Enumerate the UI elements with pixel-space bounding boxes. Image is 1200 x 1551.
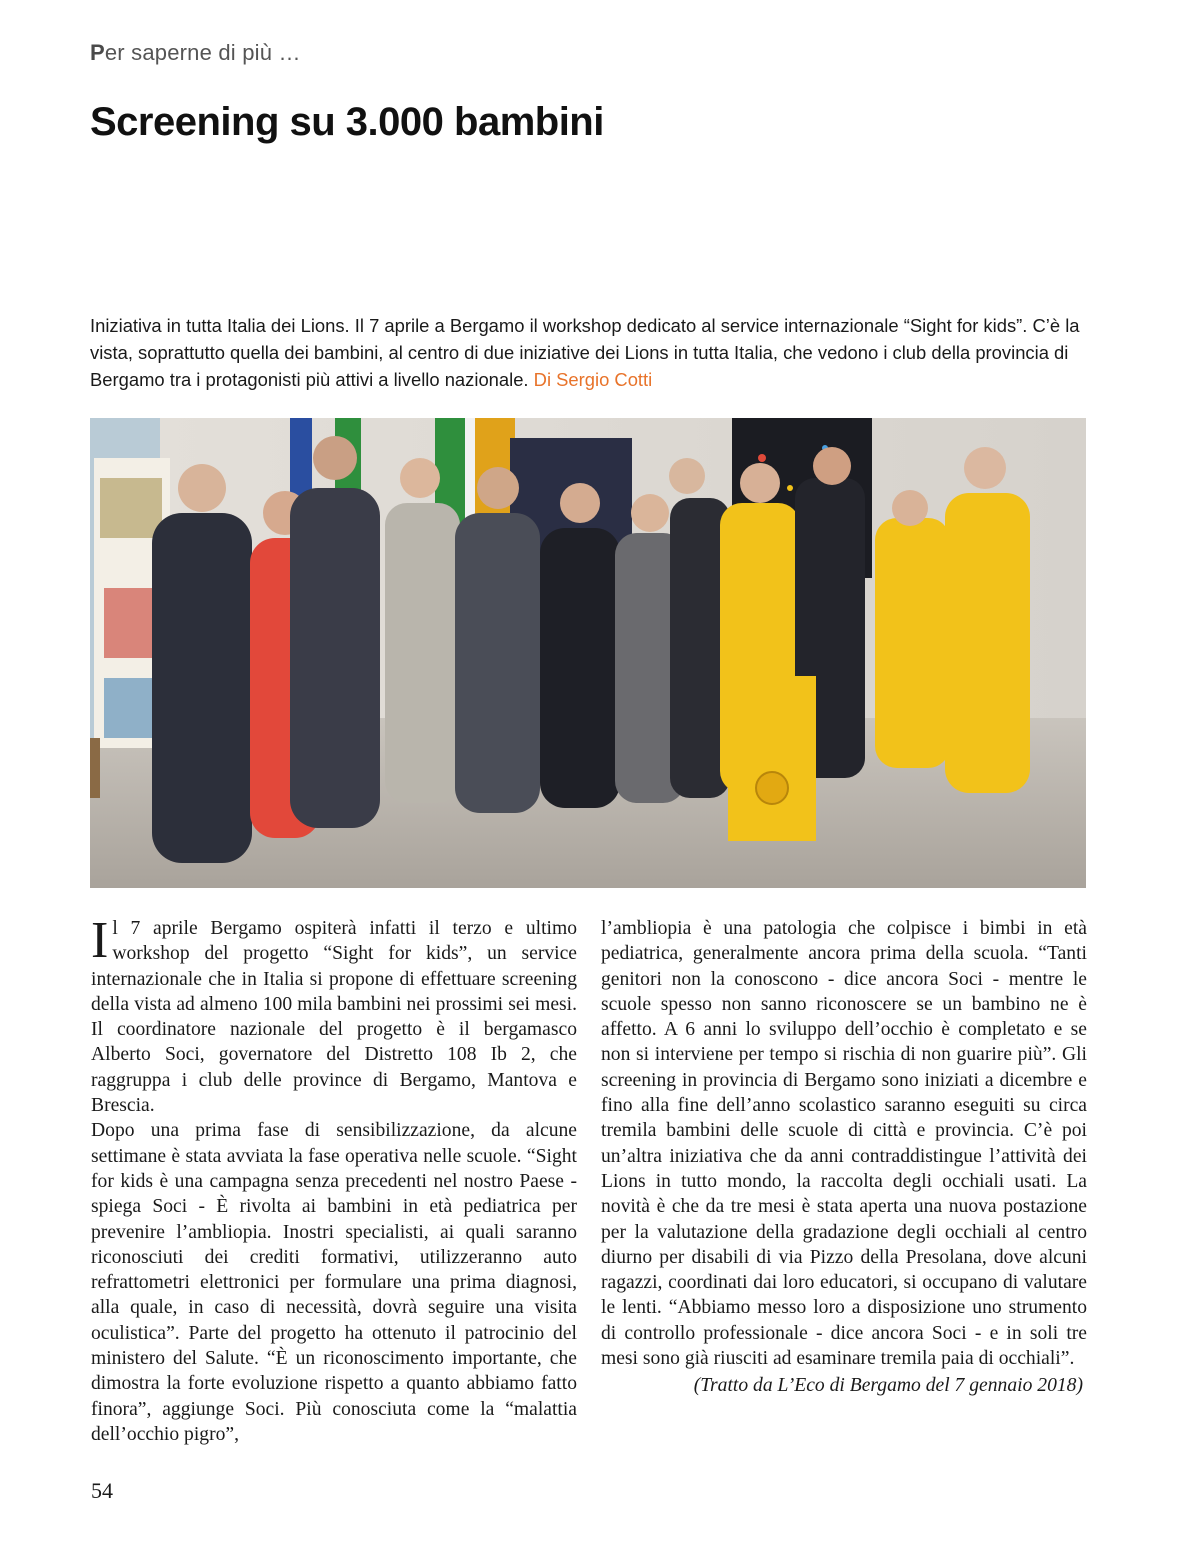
section-label — [90, 40, 301, 66]
body-paragraph-3: l’ambliopia è una patologia che colpisce i bimbi in età pediatrica, generalmente ancora prima della scuola. “Tanti genitori non la conoscono - dice ancora Soci - mentre le scuole spesso non sanno riconoscere se un bambino ne è affetto. A 6 anni lo sviluppo dell’occhio è completato e se non si interviene per tempo si rischia di non guarire più”. Gli screening in provincia di Bergamo sono iniziati a dicembre e fino alla fine dell’anno scolastico saranno eseguiti su circa tremila bambini delle scuole di città e provincia. C’è poi un’altra iniziativa che da anni contraddistingue l’attività dei Lions in tutto mondo, la raccolta degli occhiali usati. La novità è che da tre mesi è stata aperta una nuova postazione per la valutazione della gradazione degli occhiali al centro diurno per disabili di via Pizzo della Presolana, dove alcuni ragazzi, coordinati dai loro educatori, si occupano di valutare le lenti. “Abbiamo messo loro a disposizione uno strumento di controllo professionale - dice ancora Soci - e in soli tre mesi sono già riusciti ad esaminare tremila paia di occhiali”. — [601, 918, 1087, 1370]
page-number: 54 — [91, 1478, 113, 1503]
lead-text: Iniziativa in tutta Italia dei Lions. Il 7 aprile a Bergamo il workshop dedicato al service internazionale “Sight for kids”. C’è la vista, soprattutto quella dei bambini, al centro di due iniziative dei Lions in tutta Italia, che vedono i club della provincia di Bergamo tra i protagonisti più attivi a livello nazionale. — [90, 315, 1080, 390]
article-lead — [90, 312, 1090, 393]
source-credit: (Tratto da L’Eco di Bergamo del 7 gennaio 2018) — [693, 1375, 1083, 1397]
section-label-text: er saperne di più … — [104, 40, 301, 65]
body-paragraph-2: Dopo una prima fase di sensibilizzazione, da alcune settimane è stata avviata la fase operativa nelle scuole. “Sight for kids è una campagna senza precedenti nel nostro Paese - spiega Soci - È rivolta ai bambini in età pediatrica per prevenire l’ambliopia. Inostri specialisti, ai quali saranno riconosciuti dei crediti formativi, utilizzeranno auto refrattometri elettronici per formulare una prima diagnosi, alla quale, in caso di necessità, dovrà seguire una visita oculistica”. Parte del progetto ha ottenuto il patrocinio del ministero del Salute. “È un riconoscimento importante, che dimostra la forte evoluzione rispetto a quanto abbiamo fatto finora”, aggiunge Soci. Più conosciuta come la “malattia dell’occhio pigro”, — [91, 1120, 577, 1445]
article-title: Screening su 3.000 bambini — [90, 100, 604, 144]
section-label-initial: P — [90, 40, 105, 65]
body-paragraph-1 — [91, 912, 577, 1118]
dropcap: I — [91, 912, 109, 969]
article-column-left — [91, 912, 577, 1447]
article-column-right — [601, 916, 1087, 1399]
body-paragraph-1-text: l 7 aprile Bergamo ospiterà infatti il terzo e ultimo workshop del progetto “Sight for kids”, un service internazionale che in Italia si propone di effettuare screening della vista ad almeno 100 mila bambini nei prossimi sei mesi. Il coordinatore nazionale del progetto è il bergamasco Alberto Soci, governatore del Distretto 108 Ib 2, che raggruppa i club delle province di Bergamo, Mantova e Brescia. — [91, 918, 577, 1117]
byline: Di Sergio Cotti — [533, 369, 653, 390]
group-photo — [90, 418, 1086, 888]
